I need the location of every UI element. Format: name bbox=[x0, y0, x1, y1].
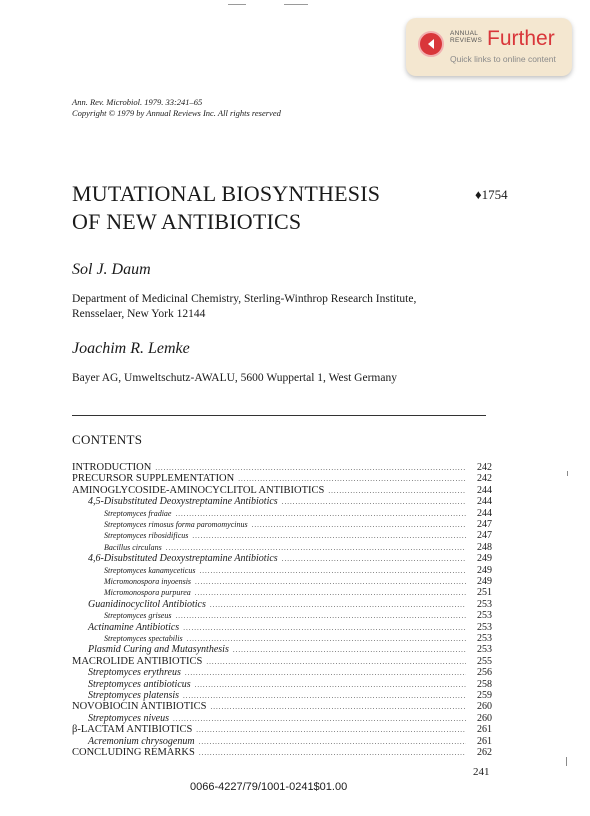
toc-entry-title: 4,6-Disubstituted Deoxystreptamine Antibiotics bbox=[88, 553, 278, 565]
author-1-affiliation-line-1: Department of Medicinal Chemistry, Sterling-Winthrop Research Institute, bbox=[72, 293, 417, 305]
toc-dot-leader bbox=[185, 669, 466, 677]
margin-tick-1 bbox=[567, 471, 568, 476]
toc-dot-leader bbox=[192, 532, 466, 540]
toc-entry-title: Streptomyces spectabilis bbox=[104, 634, 183, 643]
toc-dot-leader bbox=[195, 578, 466, 586]
toc-entry-page: 260 bbox=[477, 701, 492, 713]
toc-entry-title: Bacillus circulans bbox=[104, 542, 162, 552]
toc-dot-leader bbox=[183, 692, 466, 700]
toc-dot-leader bbox=[187, 635, 466, 643]
section-divider bbox=[72, 415, 486, 416]
toc-entry-page: 253 bbox=[477, 644, 492, 656]
toc-entry-page: 253 bbox=[477, 621, 492, 633]
toc-entry-page: 248 bbox=[477, 541, 492, 553]
toc-entry-title: Streptomyces rimosus forma paromomycinus bbox=[104, 520, 248, 529]
toc-entry-page: 259 bbox=[477, 690, 492, 701]
toc-dot-leader bbox=[175, 510, 466, 518]
toc-entry-page: 249 bbox=[477, 576, 492, 587]
copyright-notice: Copyright © 1979 by Annual Reviews Inc. All rights reserved bbox=[72, 108, 281, 118]
toc-entry-page: 249 bbox=[477, 564, 492, 576]
article-title-line-2: OF NEW ANTIBIOTICS bbox=[72, 209, 302, 234]
toc-dot-leader bbox=[155, 464, 466, 472]
toc-entry-page: 261 bbox=[477, 735, 492, 747]
toc-entry-page: 244 bbox=[477, 484, 492, 496]
toc-entry-page: 260 bbox=[477, 712, 492, 724]
toc-dot-leader bbox=[210, 703, 466, 711]
article-code-footer: 0066-4227/79/1001-0241$01.00 bbox=[190, 781, 348, 793]
toc-entry-page: 258 bbox=[477, 678, 492, 690]
toc-entry-title: Streptomyces erythreus bbox=[88, 667, 181, 679]
toc-entry-title: NOVOBIOCIN ANTIBIOTICS bbox=[72, 701, 207, 713]
toc-dot-leader bbox=[173, 715, 466, 723]
toc-dot-leader bbox=[282, 498, 466, 506]
toc-entry-page: 262 bbox=[477, 747, 492, 758]
toc-dot-leader bbox=[233, 646, 466, 654]
toc-entry-page: 242 bbox=[477, 473, 492, 485]
badge-tagline: Quick links to online content bbox=[450, 54, 556, 64]
toc-dot-leader bbox=[282, 555, 466, 563]
toc-entry-page: 251 bbox=[477, 587, 492, 599]
toc-entry-page: 242 bbox=[477, 462, 492, 473]
scan-artifact-line-right bbox=[284, 4, 308, 5]
article-title-line-1: MUTATIONAL BIOSYNTHESIS bbox=[72, 181, 381, 206]
author-2-name: Joachim R. Lemke bbox=[72, 340, 190, 357]
toc-dot-leader bbox=[328, 487, 466, 495]
article-code: ♦1754 bbox=[475, 187, 508, 202]
page-number: 241 bbox=[473, 766, 490, 778]
toc-entry-title: Actinamine Antibiotics bbox=[88, 621, 180, 633]
toc-entry-title: INTRODUCTION bbox=[72, 462, 152, 473]
scan-artifact-line-left bbox=[228, 4, 246, 5]
toc-entry-title: CONCLUDING REMARKS bbox=[72, 747, 195, 758]
author-1-affiliation-line-2: Rensselaer, New York 12144 bbox=[72, 308, 206, 320]
toc-dot-leader bbox=[166, 544, 466, 552]
toc-entry-page: 247 bbox=[477, 530, 492, 542]
toc-dot-leader bbox=[238, 475, 466, 483]
toc-entry-page: 253 bbox=[477, 610, 492, 622]
toc-dot-leader bbox=[252, 521, 466, 529]
toc-dot-leader bbox=[195, 681, 466, 689]
toc-dot-leader bbox=[199, 567, 466, 575]
badge-reviews-label: REVIEWS bbox=[450, 37, 483, 44]
toc-entry-title: Acremonium chrysogenum bbox=[88, 735, 195, 747]
toc-entry-title: MACROLIDE ANTIBIOTICS bbox=[72, 655, 203, 667]
author-1-name: Sol J. Daum bbox=[72, 261, 151, 278]
badge-further-label: Further bbox=[487, 27, 555, 50]
toc-entry-page: 244 bbox=[477, 496, 492, 508]
toc-entry-page: 256 bbox=[477, 667, 492, 679]
toc-dot-leader bbox=[206, 658, 466, 666]
toc-entry-title: PRECURSOR SUPPLEMENTATION bbox=[72, 473, 235, 485]
toc-entry-page: 253 bbox=[477, 633, 492, 644]
play-arrow-icon bbox=[418, 31, 444, 57]
toc-dot-leader bbox=[210, 601, 466, 609]
toc-entry-title: Streptomyces niveus bbox=[88, 712, 169, 724]
toc-entry-page: 255 bbox=[477, 655, 492, 667]
toc-entry-title: β-LACTAM ANTIBIOTICS bbox=[72, 724, 193, 736]
toc-entry-page: 261 bbox=[477, 724, 492, 736]
toc-entry-title: Plasmid Curing and Mutasynthesis bbox=[88, 644, 229, 656]
toc-entry-page: 253 bbox=[477, 598, 492, 610]
annual-reviews-further-badge[interactable] bbox=[406, 18, 572, 76]
toc-dot-leader bbox=[175, 612, 466, 620]
toc-entry-title: Streptomyces kanamyceticus bbox=[104, 565, 196, 575]
badge-annual-label: ANNUAL bbox=[450, 30, 479, 37]
toc-dot-leader bbox=[199, 749, 466, 757]
contents-heading: CONTENTS bbox=[72, 432, 143, 447]
toc-entry-page: 249 bbox=[477, 553, 492, 565]
toc-entry-page: 247 bbox=[477, 519, 492, 530]
toc-entry-title: Micromonospora purpurea bbox=[104, 588, 191, 598]
toc-dot-leader bbox=[199, 738, 466, 746]
toc-entry-title: 4,5-Disubstituted Deoxystreptamine Antibiotics bbox=[88, 496, 278, 508]
journal-citation: Ann. Rev. Microbiol. 1979. 33:241–65 bbox=[72, 97, 203, 107]
author-2-affiliation: Bayer AG, Umweltschutz-AWALU, 5600 Wuppertal 1, West Germany bbox=[72, 372, 397, 384]
toc-entry-title: Micromonospora inyoensis bbox=[104, 577, 192, 586]
margin-tick-2 bbox=[566, 757, 567, 766]
toc-dot-leader bbox=[195, 589, 466, 597]
toc-entry-page: 244 bbox=[477, 507, 492, 519]
toc-entry-title: Streptomyces griseus bbox=[104, 611, 172, 621]
toc-entry-title: Streptomyces antibioticus bbox=[88, 678, 191, 690]
toc-entry-title: Streptomyces ribosidificus bbox=[104, 531, 189, 541]
toc-entry-title: Streptomyces fradiae bbox=[104, 508, 172, 518]
toc-entry[interactable] bbox=[72, 747, 492, 760]
toc-dot-leader bbox=[183, 624, 466, 632]
toc-entry-title: AMINOGLYCOSIDE-AMINOCYCLITOL ANTIBIOTICS bbox=[72, 484, 325, 496]
toc-entry-title: Streptomyces platensis bbox=[88, 690, 180, 701]
toc-entry-title: Guanidinocyclitol Antibiotics bbox=[88, 598, 206, 610]
toc-dot-leader bbox=[196, 726, 466, 734]
